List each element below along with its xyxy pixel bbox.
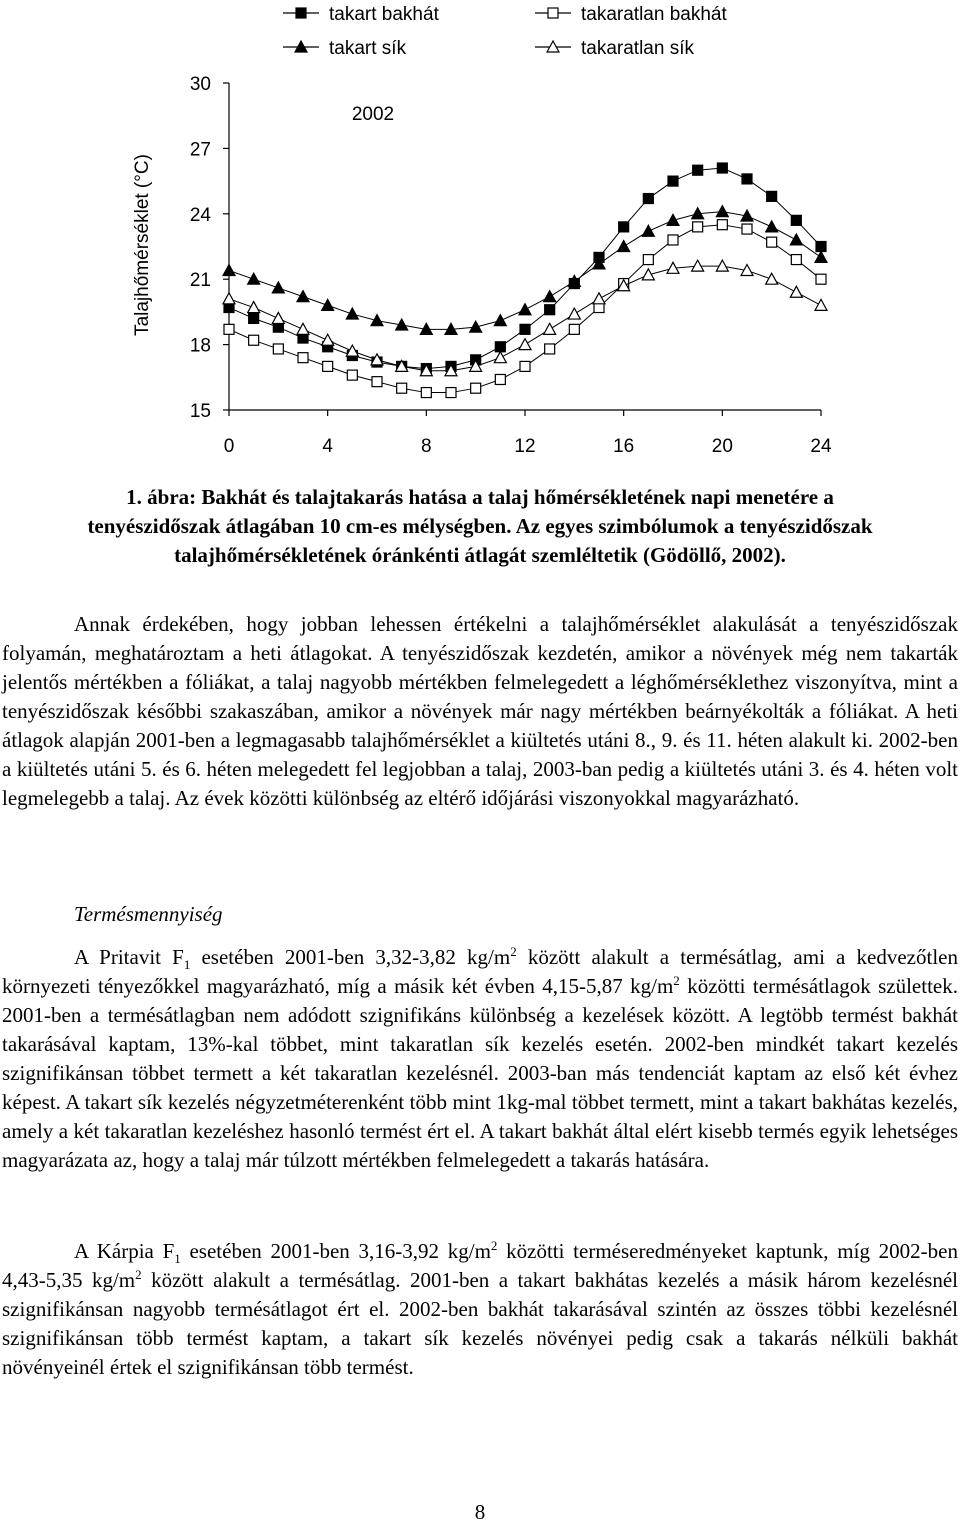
data-point bbox=[544, 291, 556, 302]
y-tick-label: 18 bbox=[189, 335, 211, 357]
data-point bbox=[372, 377, 382, 387]
data-point bbox=[297, 323, 309, 334]
section-heading: Termésmennyiség bbox=[74, 902, 223, 926]
data-point bbox=[249, 313, 259, 323]
data-point bbox=[520, 361, 530, 371]
pritavit-text-a: A Pritavit F bbox=[74, 945, 184, 969]
data-point bbox=[519, 304, 531, 315]
data-point bbox=[322, 334, 334, 345]
data-point bbox=[815, 299, 827, 310]
data-point bbox=[767, 191, 777, 201]
data-point bbox=[248, 302, 260, 313]
temperature-line-chart bbox=[0, 0, 960, 470]
data-point bbox=[568, 308, 580, 319]
data-point bbox=[642, 225, 654, 236]
data-point bbox=[618, 241, 630, 252]
data-point bbox=[816, 242, 826, 252]
data-point bbox=[323, 361, 333, 371]
x-tick-label: 20 bbox=[711, 436, 733, 457]
y-tick-label: 15 bbox=[189, 401, 211, 422]
legend-label: takart sík bbox=[329, 38, 407, 59]
data-point bbox=[716, 206, 728, 217]
chart-title: 2002 bbox=[351, 104, 395, 125]
data-point bbox=[273, 344, 283, 354]
data-point bbox=[470, 321, 482, 332]
pritavit-superscript-2: 2 bbox=[673, 973, 680, 988]
data-point bbox=[668, 235, 678, 245]
karpia-superscript-2: 2 bbox=[135, 1267, 142, 1282]
legend-entry bbox=[535, 38, 694, 59]
caption-line-3: talajhőmérsékletének óránkénti átlagát szemléltetik (Gödöllő, 2002). bbox=[174, 543, 786, 567]
legend-label: takaratlan bakhát bbox=[581, 4, 727, 25]
data-point bbox=[766, 273, 778, 284]
page-number: 8 bbox=[474, 1500, 486, 1524]
x-tick-label: 8 bbox=[421, 436, 432, 457]
legend-entry bbox=[283, 38, 407, 59]
data-point bbox=[346, 308, 358, 319]
data-point bbox=[249, 335, 259, 345]
karpia-text-d: között alakult a termésátlag. 2001-ben a takart bakhátas kezelés a másik három kezelésnél szignifikánsan nagyobb termésátlagot ért el. 2002-ben bakhát takarásával szintén az összes többi kezelésnél szignifikánsan több termést kaptam, a takart sík kezelés növényei pedig csak a takarás nélküli bakhát növényeinél értek el szignifikánsan több termést. bbox=[2, 1268, 958, 1379]
x-tick-label: 4 bbox=[322, 436, 333, 457]
chart-legend bbox=[283, 4, 727, 59]
data-point bbox=[717, 163, 727, 173]
data-point bbox=[668, 176, 678, 186]
data-point bbox=[495, 374, 505, 384]
y-tick-label: 21 bbox=[189, 270, 211, 292]
data-point bbox=[667, 214, 679, 225]
pritavit-superscript-1: 2 bbox=[510, 944, 517, 959]
karpia-subscript: 1 bbox=[174, 1251, 181, 1267]
data-point bbox=[347, 370, 357, 380]
data-point bbox=[790, 286, 802, 297]
pritavit-text-d: közötti termésátlagok születtek. 2001-ben a termésátlagban nem adódott szignifikáns különbség a kezelések között. A legtöbb termést bakhát takarásával kaptam, 13%-kal többet, mint takaratlan sík kezelés esetén. 2002-ben mindkét takart kezelés szignifikánsan többet termett a két takaratlan kezelésnél. 2003-ban más tendenciát kaptam az első két évhez képest. A takart sík kezelés négyzetméterenként több mint 1kg-mal többet termett, mint a takart bakhátas kezelés, amely a két takaratlan kezeléshez hasonló termést ért el. A takart bakhát által elért kisebb termés egyik lehetséges magyarázata az, hogy a talaj már túlzott mértékben felmelegedett a takarás hatására. bbox=[2, 974, 958, 1172]
data-point bbox=[717, 220, 727, 230]
series-line bbox=[229, 266, 821, 371]
data-point bbox=[371, 315, 383, 326]
chart-plot-area bbox=[223, 163, 827, 398]
data-point bbox=[742, 224, 752, 234]
data-point bbox=[791, 255, 801, 265]
karpia-text-c: közötti terméseredményeket kaptunk, míg 2002-ben 4,43-5,35 kg/m bbox=[2, 1239, 958, 1292]
data-point bbox=[569, 324, 579, 334]
paragraph-pritavit bbox=[2, 943, 958, 1175]
paragraph-karpia bbox=[2, 1237, 958, 1382]
data-point bbox=[272, 312, 284, 323]
data-point bbox=[494, 352, 506, 363]
data-point bbox=[421, 388, 431, 398]
data-point bbox=[520, 324, 530, 334]
data-point bbox=[619, 222, 629, 232]
data-point bbox=[767, 237, 777, 247]
karpia-text-a: A Kárpia F bbox=[74, 1239, 175, 1263]
data-point bbox=[815, 251, 827, 262]
x-tick-label: 24 bbox=[810, 436, 832, 457]
data-point bbox=[272, 282, 284, 293]
x-tick-label: 12 bbox=[514, 436, 536, 457]
data-point bbox=[519, 339, 531, 350]
data-point bbox=[471, 383, 481, 393]
legend-marker bbox=[548, 8, 558, 18]
data-point bbox=[693, 165, 703, 175]
paragraph-weekly-averages: Annak érdekében, hogy jobban lehessen értékelni a talajhőmérséklet alakulását a tenyészidőszak folyamán, meghatároztam a heti átlagokat. A tenyészidőszak kezdetén, amikor a növények még nem takarták jelentős mértékben a fóliákat, a talaj nagyobb mértékben felmelegedett a léghőmérséklethez viszonyítva, mint a tenyészidőszak későbbi szakaszában, amikor a növények már nagy mértékben beárnyékolták a fóliákat. A heti átlagok alapján 2001-ben a legmagasabb talajhőmérséklet a kiültetés utáni 8., 9. és 11. héten alakult ki. 2002-ben a kiültetés utáni 5. és 6. héten melegedett fel legjobban a talaj, 2003-ban pedig a kiültetés utáni 3. és 4. héten volt legmelegebb a talaj. Az évek közötti különbség az eltérő időjárási viszonyokkal magyarázható. bbox=[2, 612, 958, 810]
data-point bbox=[224, 324, 234, 334]
legend-entry bbox=[283, 4, 440, 25]
karpia-text-b: esetében 2001-ben 3,16-3,92 kg/m bbox=[180, 1239, 491, 1263]
data-point bbox=[298, 353, 308, 363]
pritavit-subscript: 1 bbox=[183, 957, 191, 973]
data-point bbox=[544, 323, 556, 334]
legend-label: takaratlan sík bbox=[581, 38, 694, 59]
karpia-superscript-1: 2 bbox=[490, 1238, 498, 1253]
y-tick-label: 24 bbox=[189, 204, 211, 226]
series-takart-sík bbox=[223, 206, 827, 335]
x-tick-label: 0 bbox=[223, 436, 235, 457]
caption-line-1: 1. ábra: Bakhát és talajtakarás hatása a talaj hőmérsékletének napi menetére a bbox=[126, 485, 834, 509]
series-takaratlan-sík bbox=[223, 260, 827, 376]
data-point bbox=[742, 174, 752, 184]
data-point bbox=[397, 383, 407, 393]
legend-marker bbox=[296, 8, 306, 18]
data-point bbox=[816, 274, 826, 284]
figure-caption bbox=[0, 483, 960, 570]
data-point bbox=[593, 293, 605, 304]
data-point bbox=[223, 264, 235, 275]
legend-entry bbox=[535, 4, 727, 25]
data-point bbox=[446, 388, 456, 398]
data-point bbox=[495, 342, 505, 352]
y-axis-label: Talajhőmérséklet (°C) bbox=[132, 154, 153, 336]
data-point bbox=[643, 255, 653, 265]
data-point bbox=[248, 273, 260, 284]
data-point bbox=[322, 299, 334, 310]
data-point bbox=[545, 305, 555, 315]
y-tick-label: 30 bbox=[189, 74, 211, 95]
y-tick-label: 27 bbox=[189, 139, 211, 161]
x-tick-label: 16 bbox=[613, 436, 635, 457]
pritavit-text-c: között alakult a termésátlag, ami a kedvezőtlen környezeti tényezőkkel magyarázható, míg a másik két évben 4,15-5,87 kg/m bbox=[2, 945, 958, 998]
data-point bbox=[766, 221, 778, 232]
data-point bbox=[223, 293, 235, 304]
chart-axes bbox=[190, 74, 832, 457]
pritavit-text-b: esetében 2001-ben 3,32-3,82 kg/m bbox=[190, 945, 511, 969]
data-point bbox=[790, 234, 802, 245]
data-point bbox=[297, 291, 309, 302]
data-point bbox=[791, 215, 801, 225]
data-point bbox=[545, 344, 555, 354]
caption-line-2: tenyészidőszak átlagában 10 cm-es mélységben. Az egyes szimbólumok a tenyészidőszak bbox=[87, 514, 873, 538]
data-point bbox=[494, 315, 506, 326]
legend-label: takart bakhát bbox=[329, 4, 439, 25]
data-point bbox=[643, 194, 653, 204]
data-point bbox=[642, 269, 654, 280]
data-point bbox=[693, 222, 703, 232]
